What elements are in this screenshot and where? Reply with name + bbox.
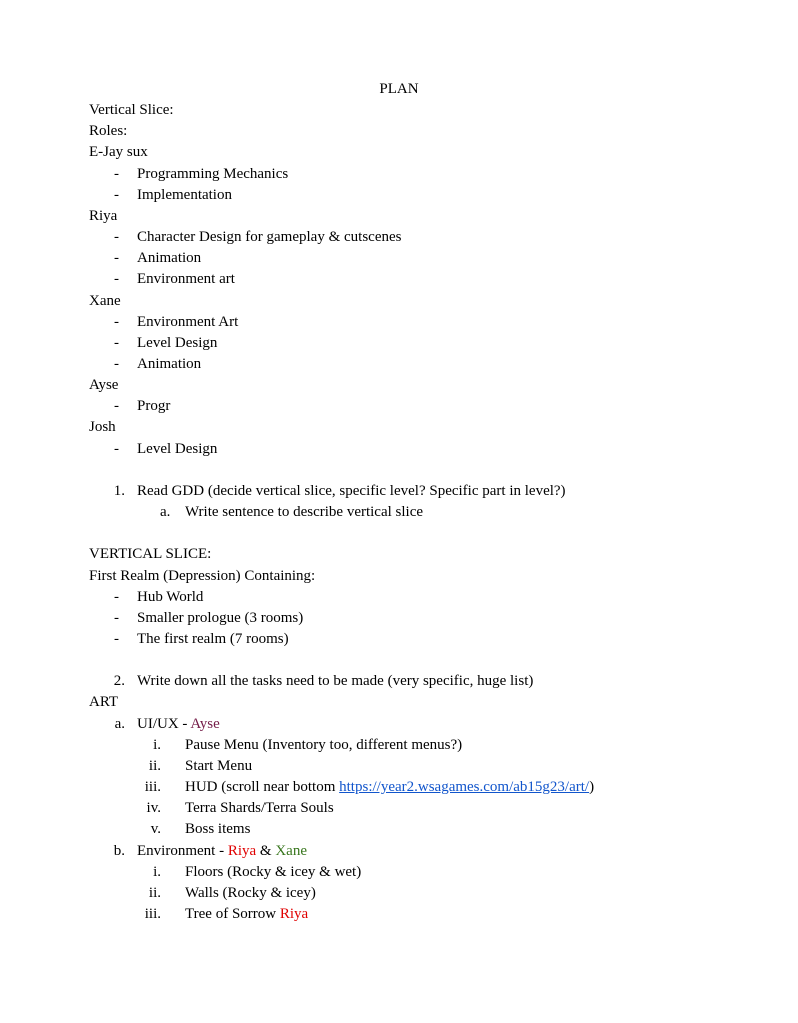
person-name: Josh xyxy=(89,419,116,435)
document-title: PLAN xyxy=(379,81,419,97)
step-text: Read GDD (decide vertical slice, specific level? Specific part in level?) xyxy=(137,483,566,499)
task-text: Environment Art xyxy=(137,314,239,330)
letter-marker: a. xyxy=(114,716,125,732)
roman-marker: ii. xyxy=(148,885,161,901)
task-text: Character Design for gameplay & cutscenes xyxy=(137,229,402,245)
uiux-label: UI/UX - xyxy=(137,716,191,732)
roman-item-text: Terra Shards/Terra Souls xyxy=(185,800,334,816)
art-page-link[interactable]: https://year2.wsagames.com/ab15g23/art/ xyxy=(339,779,590,795)
task-text: Programming Mechanics xyxy=(137,166,289,182)
roman-item-text: Walls (Rocky & icey) xyxy=(185,885,316,901)
roman-item-text: Tree of Sorrow xyxy=(185,906,280,922)
realm-item-text: Smaller prologue (3 rooms) xyxy=(137,610,304,626)
roman-item-text: Boss items xyxy=(185,821,251,837)
task-text: Environment art xyxy=(137,271,235,287)
tree-line xyxy=(185,904,308,925)
dash-marker: - xyxy=(114,589,119,605)
realm-item-text: Hub World xyxy=(137,589,204,605)
hud-text-end: ) xyxy=(589,779,595,795)
person-name: Xane xyxy=(89,293,121,309)
task-text: Animation xyxy=(137,250,202,266)
task-text: Level Design xyxy=(137,335,218,351)
assignee-ayse: Ayse xyxy=(190,716,220,732)
assignee-riya: Riya xyxy=(227,843,257,859)
vertical-slice-label: Vertical Slice: xyxy=(89,102,174,118)
person-name: Riya xyxy=(89,208,118,224)
dash-marker: - xyxy=(114,356,119,372)
person-name: E-Jay sux xyxy=(89,144,148,160)
roman-item-text: Floors (Rocky & icey & wet) xyxy=(185,864,362,880)
dash-marker: - xyxy=(114,335,119,351)
realm-item-text: The first realm (7 rooms) xyxy=(137,631,289,647)
task-text: Animation xyxy=(137,356,202,372)
task-text: Progr xyxy=(137,398,171,414)
roles-label: Roles: xyxy=(89,123,128,139)
roman-marker: i. xyxy=(153,864,161,880)
assignee-xane: Xane xyxy=(275,843,307,859)
dash-marker: - xyxy=(114,398,119,414)
roman-marker: iii. xyxy=(144,779,161,795)
uiux-line xyxy=(137,714,220,735)
section-heading: VERTICAL SLICE: xyxy=(89,546,212,562)
ampersand: & xyxy=(256,843,276,859)
roman-marker: iv. xyxy=(146,800,161,816)
number-marker: 1. xyxy=(113,483,125,499)
hud-line xyxy=(185,777,594,798)
roman-marker: iii. xyxy=(144,906,161,922)
dash-marker: - xyxy=(114,314,119,330)
number-marker: 2. xyxy=(113,673,125,689)
task-text: Implementation xyxy=(137,187,232,203)
dash-marker: - xyxy=(114,187,119,203)
hud-text: HUD (scroll near bottom xyxy=(185,779,340,795)
letter-marker: b. xyxy=(113,843,125,859)
dash-marker: - xyxy=(114,441,119,457)
art-label: ART xyxy=(89,694,119,710)
assignee-riya: Riya xyxy=(279,906,309,922)
dash-marker: - xyxy=(114,250,119,266)
environment-line xyxy=(137,841,307,862)
roman-item-text: Pause Menu (Inventory too, different menus?) xyxy=(185,737,463,753)
dash-marker: - xyxy=(114,271,119,287)
roman-marker: v. xyxy=(150,821,161,837)
dash-marker: - xyxy=(114,610,119,626)
roman-marker: ii. xyxy=(148,758,161,774)
step-text: Write down all the tasks need to be made (very specific, huge list) xyxy=(137,673,534,689)
task-text: Level Design xyxy=(137,441,218,457)
person-name: Ayse xyxy=(89,377,119,393)
environment-label: Environment - xyxy=(137,843,228,859)
sub-item-text: Write sentence to describe vertical slice xyxy=(185,504,424,520)
roman-marker: i. xyxy=(153,737,161,753)
first-realm-label: First Realm (Depression) Containing: xyxy=(89,568,316,584)
dash-marker: - xyxy=(114,166,119,182)
letter-marker: a. xyxy=(160,504,171,520)
roman-item-text: Start Menu xyxy=(185,758,253,774)
dash-marker: - xyxy=(114,631,119,647)
dash-marker: - xyxy=(114,229,119,245)
